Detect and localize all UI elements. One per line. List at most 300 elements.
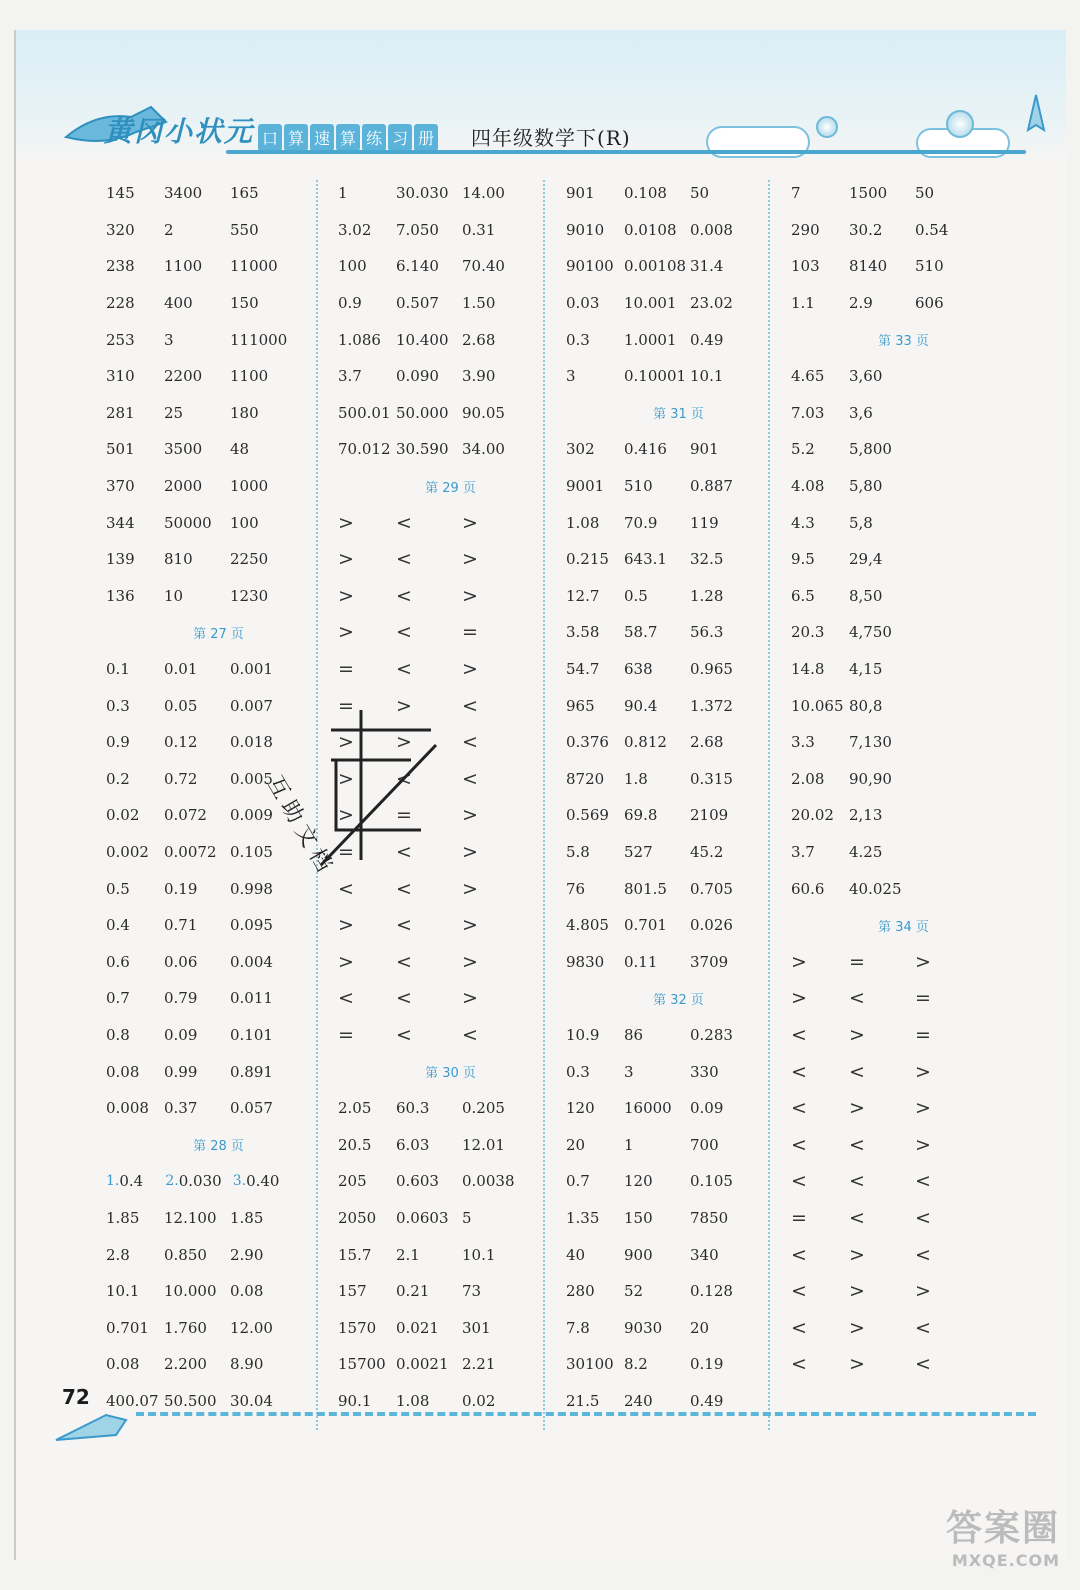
page-reference-label: 第 29 页 xyxy=(425,480,476,496)
answer-value: 30.04 xyxy=(230,1391,273,1410)
answer-value: 4.25 xyxy=(849,842,883,861)
answer-value: 0.569 xyxy=(566,806,609,825)
answer-value: 0.008 xyxy=(106,1099,149,1118)
comparison-symbol: > xyxy=(849,1023,865,1046)
answer-row xyxy=(338,1200,563,1237)
answer-value: 7 xyxy=(791,184,801,203)
answer-value: 1.50 xyxy=(462,294,496,313)
comparison-symbol: < xyxy=(849,1060,865,1083)
answer-value: 344 xyxy=(106,513,135,532)
answer-row xyxy=(338,395,563,432)
answer-value: 2.05 xyxy=(338,1099,372,1118)
answer-value: 527 xyxy=(624,842,653,861)
answer-value: 0.3 xyxy=(566,1062,590,1081)
answer-value: 10.001 xyxy=(624,294,677,313)
header-rule xyxy=(226,150,1026,154)
comparison-symbol: > xyxy=(338,584,354,607)
answer-value: 90.4 xyxy=(624,696,658,715)
answer-value: 2 xyxy=(164,220,174,239)
answer-value: 12.00 xyxy=(230,1318,273,1337)
answer-row xyxy=(791,285,1016,322)
answer-value: 70.40 xyxy=(462,257,505,276)
comparison-symbol: < xyxy=(396,621,412,644)
answer-value: 0.5 xyxy=(106,879,130,898)
answer-row xyxy=(338,1090,563,1127)
answer-value: 0.965 xyxy=(690,660,733,679)
answer-row xyxy=(791,870,1016,907)
answer-value: 253 xyxy=(106,330,135,349)
footer-dashed-line xyxy=(136,1412,1036,1416)
comparison-symbol: > xyxy=(849,1097,865,1120)
answer-row xyxy=(566,1126,791,1163)
comparison-symbol: = xyxy=(338,694,354,717)
answer-value: 10.9 xyxy=(566,1025,600,1044)
answer-value: 0.001 xyxy=(230,660,273,679)
comparison-symbol: > xyxy=(462,804,478,827)
answer-value: 4,15 xyxy=(849,660,883,679)
answer-value: 3 xyxy=(164,330,174,349)
comparison-symbol: < xyxy=(396,548,412,571)
answer-value: 8,50 xyxy=(849,586,883,605)
answer-value: 20 xyxy=(566,1135,586,1154)
answer-value: 34.00 xyxy=(462,440,505,459)
answer-value: 56.3 xyxy=(690,623,724,642)
answer-row xyxy=(791,1126,1016,1163)
answer-value: 1230 xyxy=(230,586,269,605)
page-number: 72 xyxy=(62,1385,90,1409)
page-reference-label: 第 30 页 xyxy=(425,1066,476,1082)
answer-value: 0.376 xyxy=(566,733,609,752)
comparison-symbol: > xyxy=(338,621,354,644)
answer-value: 0.09 xyxy=(164,1025,198,1044)
answer-value: 510 xyxy=(915,257,944,276)
answer-row xyxy=(791,1053,1016,1090)
answer-row xyxy=(338,1273,563,1310)
answer-value: 150 xyxy=(624,1208,653,1227)
answer-value: 1 xyxy=(338,184,348,203)
answer-value: 0.030 xyxy=(178,1172,222,1191)
answer-value: 150 xyxy=(230,294,259,313)
answer-row xyxy=(338,578,563,615)
series-badge: 习 xyxy=(388,124,412,151)
answer-value: 0.9 xyxy=(106,733,130,752)
answer-value: 40.025 xyxy=(849,879,902,898)
answer-value: 0.02 xyxy=(462,1391,496,1410)
answer-value: 15.7 xyxy=(338,1245,372,1264)
answer-value: 1.85 xyxy=(106,1208,140,1227)
answer-value: 50.000 xyxy=(396,403,449,422)
answer-value: 370 xyxy=(106,477,135,496)
comparison-symbol: > xyxy=(462,584,478,607)
answer-row xyxy=(338,1309,563,1346)
answer-value: 31.4 xyxy=(690,257,724,276)
answer-row xyxy=(338,541,563,578)
answer-row xyxy=(338,1126,563,1163)
answer-row xyxy=(791,1090,1016,1127)
answer-value: 2,13 xyxy=(849,806,883,825)
answer-value: 0.002 xyxy=(106,842,149,861)
answer-row xyxy=(106,980,331,1017)
answer-value: 5,800 xyxy=(849,440,892,459)
answer-value: 3,6 xyxy=(849,403,873,422)
answer-value: 7.03 xyxy=(791,403,825,422)
comparison-symbol: > xyxy=(915,1097,931,1120)
comparison-symbol: < xyxy=(396,511,412,534)
answer-value: 901 xyxy=(566,184,595,203)
answer-value: 0.095 xyxy=(230,916,273,935)
answer-value: 0.021 xyxy=(396,1318,439,1337)
comparison-symbol: = xyxy=(915,1023,931,1046)
answer-value: 50.500 xyxy=(164,1391,217,1410)
corner-watermark xyxy=(946,1500,1060,1570)
answer-value: 4.65 xyxy=(791,367,825,386)
answer-value: 20.02 xyxy=(791,806,834,825)
answer-row xyxy=(566,578,791,615)
answer-value: 0.54 xyxy=(915,220,949,239)
answer-row xyxy=(106,468,331,505)
answer-row xyxy=(791,834,1016,871)
answer-value: 10.1 xyxy=(462,1245,496,1264)
answer-value: 103 xyxy=(791,257,820,276)
answer-value: 0.5 xyxy=(624,586,648,605)
comparison-symbol: > xyxy=(462,914,478,937)
comparison-symbol: < xyxy=(338,987,354,1010)
comparison-symbol: > xyxy=(338,767,354,790)
answer-row xyxy=(106,395,331,432)
answer-value: 0.105 xyxy=(230,842,273,861)
answer-value: 0.40 xyxy=(246,1172,280,1191)
answer-row xyxy=(106,1236,331,1273)
answer-value: 1000 xyxy=(230,477,269,496)
answer-value: 3.58 xyxy=(566,623,600,642)
answer-value: 0.0021 xyxy=(396,1355,449,1374)
answer-value: 9030 xyxy=(624,1318,663,1337)
answer-value: 50 xyxy=(690,184,710,203)
answer-value: 50000 xyxy=(164,513,212,532)
answer-value: 0.31 xyxy=(462,220,496,239)
answer-value: 10.000 xyxy=(164,1282,217,1301)
answer-row xyxy=(791,687,1016,724)
answer-value: 10 xyxy=(164,586,184,605)
answer-row xyxy=(106,907,331,944)
answer-value: 5.8 xyxy=(566,842,590,861)
book-title: 四年级数学下(R) xyxy=(471,126,631,150)
answer-row xyxy=(338,1236,563,1273)
answer-value: 0.0038 xyxy=(462,1172,515,1191)
comparison-symbol: < xyxy=(791,1133,807,1156)
comparison-symbol: < xyxy=(396,658,412,681)
answer-row xyxy=(338,504,563,541)
answer-row xyxy=(566,614,791,651)
answer-row xyxy=(106,248,331,285)
answer-row xyxy=(791,175,1016,212)
question-number: 1. xyxy=(106,1173,120,1190)
page-reference-label: 第 32 页 xyxy=(653,992,704,1008)
answer-value: 32.5 xyxy=(690,550,724,569)
answer-value: 1.85 xyxy=(230,1208,264,1227)
answer-row xyxy=(106,321,331,358)
answer-row xyxy=(106,1309,331,1346)
answer-row xyxy=(566,1273,791,1310)
series-badge: 算 xyxy=(336,124,360,151)
answer-value: 90100 xyxy=(566,257,614,276)
answer-value: 4.3 xyxy=(791,513,815,532)
comparison-symbol: < xyxy=(396,914,412,937)
answer-value: 60.3 xyxy=(396,1099,430,1118)
comparison-symbol: < xyxy=(396,840,412,863)
answer-value: 0.06 xyxy=(164,952,198,971)
answer-value: 0.2 xyxy=(106,769,130,788)
answer-value: 0.315 xyxy=(690,769,733,788)
answer-value: 15700 xyxy=(338,1355,386,1374)
answer-value: 205 xyxy=(338,1172,367,1191)
comparison-symbol: < xyxy=(462,731,478,754)
answer-value: 20.3 xyxy=(791,623,825,642)
answer-value: 119 xyxy=(690,513,719,532)
answer-row xyxy=(566,212,791,249)
answer-row xyxy=(338,651,563,688)
answer-value: 0.057 xyxy=(230,1099,273,1118)
answer-value: 0.850 xyxy=(164,1245,207,1264)
answer-value: 29,4 xyxy=(849,550,883,569)
answer-row xyxy=(106,1273,331,1310)
comparison-symbol: > xyxy=(915,1133,931,1156)
answer-row xyxy=(566,248,791,285)
answer-value: 157 xyxy=(338,1282,367,1301)
comparison-symbol: > xyxy=(462,548,478,571)
answer-value: 1.08 xyxy=(566,513,600,532)
answer-value: 136 xyxy=(106,586,135,605)
answer-row xyxy=(106,431,331,468)
answer-value: 86 xyxy=(624,1025,644,1044)
answer-value: 501 xyxy=(106,440,135,459)
answer-value: 40 xyxy=(566,1245,586,1264)
answer-value: 2.1 xyxy=(396,1245,420,1264)
answer-row xyxy=(338,358,563,395)
answer-value: 0.11 xyxy=(624,952,658,971)
answer-value: 9010 xyxy=(566,220,605,239)
answer-value: 0.701 xyxy=(624,916,667,935)
answer-value: 0.71 xyxy=(164,916,198,935)
answer-row xyxy=(791,1017,1016,1054)
answer-value: 330 xyxy=(690,1062,719,1081)
comparison-symbol: = xyxy=(915,987,931,1010)
answer-value: 5.2 xyxy=(791,440,815,459)
answer-row xyxy=(106,212,331,249)
answer-value: 340 xyxy=(690,1245,719,1264)
answer-row xyxy=(791,578,1016,615)
answer-value: 2250 xyxy=(230,550,269,569)
answer-value: 310 xyxy=(106,367,135,386)
answer-value: 2.21 xyxy=(462,1355,496,1374)
series-badge: 口 xyxy=(258,124,282,151)
satellite-icon xyxy=(1016,90,1056,150)
comparison-symbol: > xyxy=(849,1280,865,1303)
answer-value: 54.7 xyxy=(566,660,600,679)
answer-value: 801.5 xyxy=(624,879,667,898)
answer-value: 30100 xyxy=(566,1355,614,1374)
answer-value: 2.90 xyxy=(230,1245,264,1264)
answer-value: 0.4 xyxy=(106,916,130,935)
comparison-symbol: > xyxy=(338,511,354,534)
answer-row xyxy=(106,1053,331,1090)
comparison-symbol: > xyxy=(915,1060,931,1083)
answer-row xyxy=(566,1309,791,1346)
answer-row xyxy=(566,797,791,834)
answer-value: 2000 xyxy=(164,477,203,496)
answer-value: 80,8 xyxy=(849,696,883,715)
answer-value: 0.108 xyxy=(624,184,667,203)
watermark-text: 互助文档 xyxy=(261,771,340,882)
answer-value: 0.205 xyxy=(462,1099,505,1118)
answer-value: 2.9 xyxy=(849,294,873,313)
answer-row xyxy=(106,943,331,980)
answer-value: 0.19 xyxy=(690,1355,724,1374)
answer-value: 280 xyxy=(566,1282,595,1301)
comparison-symbol: < xyxy=(791,1060,807,1083)
answer-value: 5,8 xyxy=(849,513,873,532)
answer-value: 3.3 xyxy=(791,733,815,752)
answer-value: 3500 xyxy=(164,440,203,459)
answer-value: 6.5 xyxy=(791,586,815,605)
comparison-symbol: < xyxy=(915,1353,931,1376)
comparison-symbol: = xyxy=(338,1023,354,1046)
comparison-symbol: > xyxy=(462,658,478,681)
answer-value: 0.8 xyxy=(106,1025,130,1044)
answer-value: 8.90 xyxy=(230,1355,264,1374)
answer-value: 180 xyxy=(230,403,259,422)
answer-row xyxy=(338,907,563,944)
answer-row xyxy=(566,1090,791,1127)
answer-value: 2050 xyxy=(338,1208,377,1227)
answer-value: 510 xyxy=(624,477,653,496)
comparison-symbol: < xyxy=(915,1316,931,1339)
series-badge: 算 xyxy=(284,124,308,151)
answer-value: 0.72 xyxy=(164,769,198,788)
comparison-symbol: < xyxy=(915,1206,931,1229)
answer-value: 1.08 xyxy=(396,1391,430,1410)
answer-value: 0.998 xyxy=(230,879,273,898)
answer-value: 0.705 xyxy=(690,879,733,898)
answer-value: 9001 xyxy=(566,477,605,496)
answer-row xyxy=(566,175,791,212)
answer-row xyxy=(791,1309,1016,1346)
comparison-symbol: < xyxy=(791,1243,807,1266)
answer-row xyxy=(791,468,1016,505)
answer-value: 90,90 xyxy=(849,769,892,788)
answer-row xyxy=(791,504,1016,541)
answer-value: 70.012 xyxy=(338,440,391,459)
answer-value: 3.7 xyxy=(791,842,815,861)
answer-value: 0.21 xyxy=(396,1282,430,1301)
answer-value: 0.812 xyxy=(624,733,667,752)
comparison-symbol: < xyxy=(462,767,478,790)
corner-watermark-url: MXQE.COM xyxy=(951,1551,1060,1570)
answer-value: 0.3 xyxy=(566,330,590,349)
answer-row xyxy=(566,541,791,578)
answer-row xyxy=(566,1346,791,1383)
rocket-icon xyxy=(46,1400,136,1450)
page-header xyxy=(16,30,1066,160)
answer-value: 69.8 xyxy=(624,806,658,825)
answer-value: 6.03 xyxy=(396,1135,430,1154)
answer-row xyxy=(106,578,331,615)
answer-value: 0.08 xyxy=(106,1355,140,1374)
answer-row xyxy=(791,1200,1016,1237)
answer-value: 4.805 xyxy=(566,916,609,935)
comparison-symbol: < xyxy=(338,877,354,900)
answer-row xyxy=(791,797,1016,834)
answer-row xyxy=(106,285,331,322)
answer-row xyxy=(791,1346,1016,1383)
answer-value: 8720 xyxy=(566,769,605,788)
corner-watermark-title: 答案圈 xyxy=(945,1508,1060,1549)
answer-row xyxy=(566,651,791,688)
answer-row xyxy=(791,980,1016,1017)
answer-value: 3,60 xyxy=(849,367,883,386)
answer-row xyxy=(791,1273,1016,1310)
answer-row xyxy=(338,1163,563,1200)
answer-value: 0.026 xyxy=(690,916,733,935)
answer-value: 1.760 xyxy=(164,1318,207,1337)
answer-row xyxy=(791,248,1016,285)
answer-value: 0.008 xyxy=(690,220,733,239)
answer-value: 165 xyxy=(230,184,259,203)
question-number: 3. xyxy=(232,1173,247,1190)
comparison-symbol: < xyxy=(462,694,478,717)
answer-value: 3.02 xyxy=(338,220,372,239)
answer-column xyxy=(791,175,1016,1383)
comparison-symbol: > xyxy=(462,511,478,534)
answer-value: 8.2 xyxy=(624,1355,648,1374)
answer-value: 0.0072 xyxy=(164,842,217,861)
comparison-symbol: < xyxy=(396,877,412,900)
answer-value: 0.0603 xyxy=(396,1208,449,1227)
answer-value: 50 xyxy=(915,184,935,203)
comparison-symbol: < xyxy=(396,950,412,973)
answer-value: 21.5 xyxy=(566,1391,600,1410)
answer-value: 0.49 xyxy=(690,1391,724,1410)
answer-value: 302 xyxy=(566,440,595,459)
answer-row xyxy=(106,358,331,395)
answer-value: 58.7 xyxy=(624,623,658,642)
answer-row xyxy=(106,504,331,541)
comparison-symbol: > xyxy=(396,694,412,717)
answer-value: 1570 xyxy=(338,1318,377,1337)
comparison-symbol: > xyxy=(338,804,354,827)
answer-row xyxy=(106,175,331,212)
answer-row xyxy=(566,358,791,395)
answer-value: 16000 xyxy=(624,1099,672,1118)
answer-value: 6.140 xyxy=(396,257,439,276)
answer-value: 73 xyxy=(462,1282,482,1301)
answer-value: 0.08 xyxy=(106,1062,140,1081)
answer-row xyxy=(791,358,1016,395)
answer-value: 120 xyxy=(566,1099,595,1118)
answer-value: 700 xyxy=(690,1135,719,1154)
comparison-symbol: > xyxy=(849,1353,865,1376)
comparison-symbol: > xyxy=(338,950,354,973)
answer-value: 0.283 xyxy=(690,1025,733,1044)
answer-value: 0.507 xyxy=(396,294,439,313)
answer-value: 70.9 xyxy=(624,513,658,532)
answer-value: 4.08 xyxy=(791,477,825,496)
answer-value: 7.050 xyxy=(396,220,439,239)
comparison-symbol: < xyxy=(396,767,412,790)
answer-row xyxy=(338,614,563,651)
answer-value: 0.1 xyxy=(106,660,130,679)
answer-value: 0.01 xyxy=(164,660,198,679)
